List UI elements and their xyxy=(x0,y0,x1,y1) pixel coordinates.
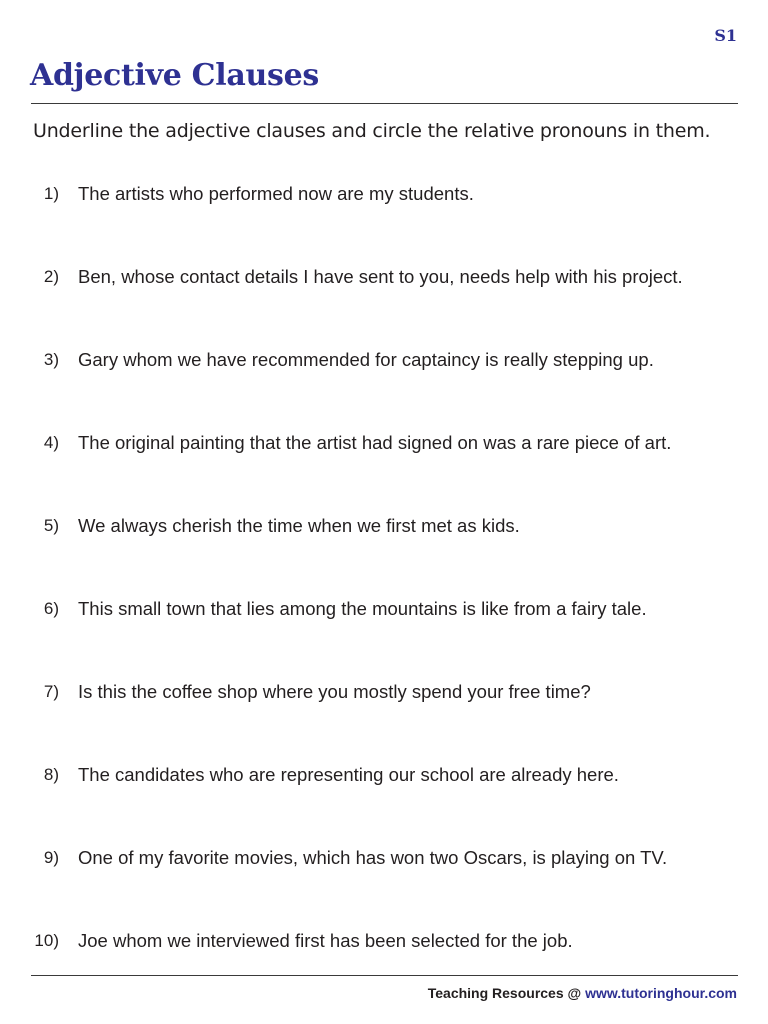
question-text: Joe whom we interviewed first has been selected for the job. xyxy=(78,930,573,951)
question-number: 6) xyxy=(43,599,59,618)
question-item xyxy=(0,844,768,874)
question-number: 8) xyxy=(43,765,59,784)
question-text: This small town that lies among the mountains is like from a fairy tale. xyxy=(78,598,647,619)
question-number: 5) xyxy=(43,516,59,535)
footer-divider xyxy=(31,975,738,976)
question-number: 1) xyxy=(43,184,59,203)
question-item xyxy=(0,595,768,625)
question-text: We always cherish the time when we first met as kids. xyxy=(78,515,520,536)
question-number: 7) xyxy=(43,682,59,701)
question-text: The candidates who are representing our school are already here. xyxy=(78,764,619,785)
question-item xyxy=(0,263,768,293)
question-text: Gary whom we have recommended for captaincy is really stepping up. xyxy=(78,349,654,370)
footer xyxy=(428,983,737,1003)
footer-label: Teaching Resources @ xyxy=(427,985,582,1001)
question-number: 2) xyxy=(43,267,59,286)
question-number: 10) xyxy=(34,931,59,950)
footer-website-link[interactable]: www.tutoringhour.com xyxy=(585,985,737,1001)
question-text: Is this the coffee shop where you mostly spend your free time? xyxy=(78,681,591,702)
sheet-code: S1 xyxy=(714,26,737,45)
question-text: Ben, whose contact details I have sent to you, needs help with his project. xyxy=(78,266,683,287)
question-text: The artists who performed now are my students. xyxy=(78,183,474,204)
question-number: 9) xyxy=(43,848,59,867)
question-item xyxy=(0,678,768,708)
question-item xyxy=(0,346,768,376)
header-divider xyxy=(31,103,738,104)
question-number: 4) xyxy=(43,433,59,452)
question-number: 3) xyxy=(43,350,59,369)
question-item xyxy=(0,429,768,459)
question-item xyxy=(0,761,768,791)
question-text: The original painting that the artist had signed on was a rare piece of art. xyxy=(78,432,672,453)
instructions: Underline the adjective clauses and circle the relative pronouns in them. xyxy=(33,120,711,142)
question-text: One of my favorite movies, which has won two Oscars, is playing on TV. xyxy=(78,847,668,868)
question-item xyxy=(0,512,768,542)
question-item xyxy=(0,180,768,210)
question-item xyxy=(0,927,768,957)
page-title: Adjective Clauses xyxy=(30,58,319,93)
